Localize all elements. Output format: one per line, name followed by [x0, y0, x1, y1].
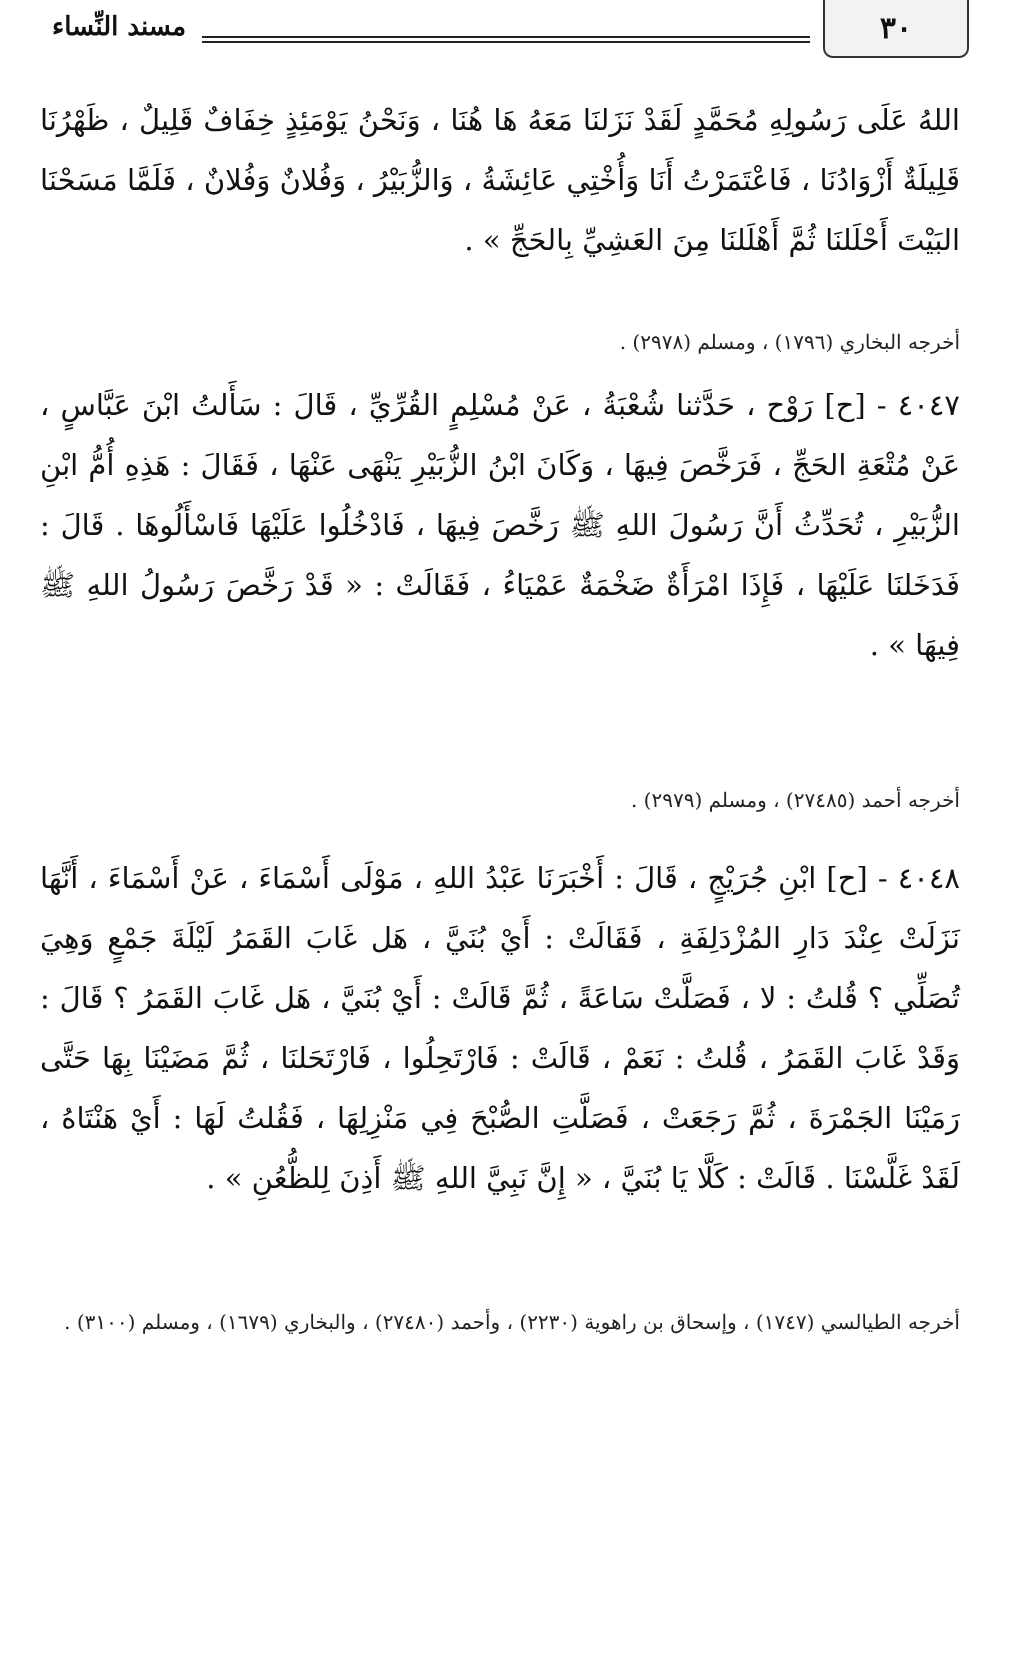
hadith-source-note: أخرجه البخاري (١٧٩٦) ، ومسلم (٢٩٧٨) . — [619, 330, 960, 354]
hadith-4047-source-note: أخرجه أحمد (٢٧٤٨٥) ، ومسلم (٢٩٧٩) . — [630, 788, 960, 812]
book-title: مسند النِّساء — [52, 12, 186, 42]
header-rule-bottom — [202, 41, 810, 43]
header-rule-top — [202, 36, 810, 38]
hadith-continuation-text: اللهُ عَلَى رَسُولِهِ مُحَمَّدٍ لَقَدْ نَزَلنَا مَعَهُ هَا هُنَا ، وَنَحْنُ يَوْمَئِذٍ خِفَافٌ قَلِيلٌ ، ظَهْرُنَا قَلِيلَةٌ أَزْوَادُنَا ، فَاعْتَمَرْتُ أَنَا وَأُخْتِي عَائِشَةُ ، وَالزُّبَيْرُ ، وَفُلانٌ وَفُلانٌ ، فَلَمَّا مَسَحْنَا البَيْتَ أَحْلَلنَا ثُمَّ أَهْلَلنَا مِنَ العَشِيِّ بِالحَجِّ » . — [40, 103, 960, 257]
hadith-4048-text: ٤٠٤٨ - [ح] ابْنِ جُرَيْجٍ ، قَالَ : أَخْبَرَنَا عَبْدُ اللهِ ، مَوْلَى أَسْمَاءَ ، عَنْ أَسْمَاءَ ، أَنَّهَا نَزَلَتْ عِنْدَ دَارِ المُزْدَلِفَةِ ، فَقَالَتْ : أَيْ بُنَيَّ ، هَل غَابَ القَمَرُ لَيْلَةَ جَمْعٍ وَهِيَ تُصَلِّي ؟ قُلتُ : لا ، فَصَلَّتْ سَاعَةً ، ثُمَّ قَالَتْ : أَيْ بُنَيَّ ، هَل غَابَ القَمَرُ ؟ قَالَ : وَقَدْ غَابَ القَمَرُ ، قُلتُ : نَعَمْ ، قَالَتْ : فَارْتَحِلُوا ، فَارْتَحَلنَا ، ثُمَّ مَضَيْنَا بِهَا حَتَّى رَمَيْنَا الجَمْرَةَ ، ثُمَّ رَجَعَتْ ، فَصَلَّتِ الصُّبْحَ فِي مَنْزِلِهَا ، فَقُلتُ لَهَا : أَيْ هَنْتَاهُ ، لَقَدْ غَلَّسْنَا . قَالَتْ : كَلَّا يَا بُنَيَّ ، « إِنَّ نَبِيَّ اللهِ ﷺ أَذِنَ لِلظُّعُنِ » . — [40, 861, 960, 1195]
hadith-4047-text: ٤٠٤٧ - [ح] رَوْح ، حَدَّثنا شُعْبَةُ ، عَنْ مُسْلِمٍ القُرِّيِّ ، قَالَ : سَأَلتُ ابْنَ عَبَّاسٍ ، عَنْ مُتْعَةِ الحَجِّ ، فَرَخَّصَ فِيهَا ، وَكَانَ ابْنُ الزُّبَيْرِ يَنْهَى عَنْهَا ، فَقَالَ : هَذِهِ أُمُّ ابْنِ الزُّبَيْرِ ، تُحَدِّثُ أَنَّ رَسُولَ اللهِ ﷺ رَخَّصَ فِيهَا ، فَادْخُلُوا عَلَيْهَا فَاسْأَلُوهَا . قَالَ : فَدَخَلنَا عَلَيْهَا ، فَإِذَا امْرَأَةٌ ضَخْمَةٌ عَمْيَاءُ ، فَقَالَتْ : « قَدْ رَخَّصَ رَسُولُ اللهِ ﷺ فِيهَا » . — [40, 388, 960, 662]
page-number: ٣٠ — [879, 10, 913, 46]
page-number-tab — [823, 0, 969, 58]
hadith-4048-source-note: أخرجه الطيالسي (١٧٤٧) ، وإسحاق بن راهوية (٢٢٣٠) ، وأحمد (٢٧٤٨٠) ، والبخاري (١٦٧٩) ، ومسلم (٣١٠٠) . — [64, 1310, 960, 1334]
